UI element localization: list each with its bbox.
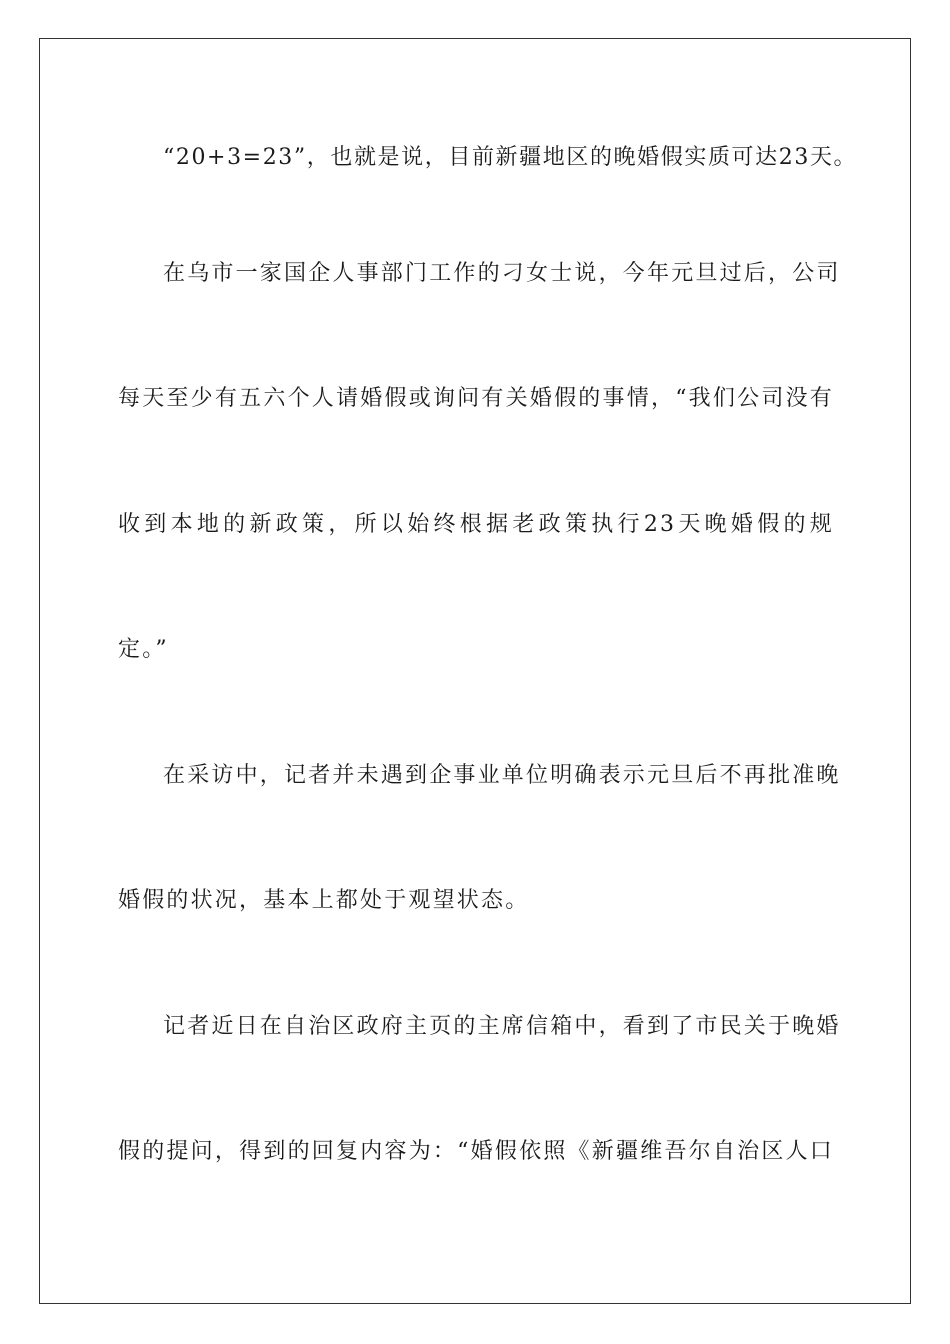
paragraph-line-5: 定。” — [118, 637, 169, 662]
paragraph-line-6: 在采访中，记者并未遇到企事业单位明确表示元旦后不再批准晚 — [163, 763, 841, 788]
paragraph-line-3: 每天至少有五六个人请婚假或询问有关婚假的事情，“我们公司没有 — [118, 386, 834, 411]
paragraph-line-7: 婚假的状况，基本上都处于观望状态。 — [118, 888, 530, 913]
paragraph-line-8: 记者近日在自治区政府主页的主席信箱中，看到了市民关于晚婚 — [163, 1014, 841, 1039]
page-border — [39, 38, 911, 1304]
paragraph-line-4: 收到本地的新政策，所以始终根据老政策执行23天晚婚假的规 — [118, 512, 834, 537]
paragraph-line-1: “20+3=23”，也就是说，目前新疆地区的晚婚假实质可达23天。 — [163, 145, 858, 170]
paragraph-line-2: 在乌市一家国企人事部门工作的刁女士说，今年元旦过后，公司 — [163, 261, 841, 286]
paragraph-line-9: 假的提问，得到的回复内容为：“婚假依照《新疆维吾尔自治区人口 — [118, 1139, 834, 1164]
